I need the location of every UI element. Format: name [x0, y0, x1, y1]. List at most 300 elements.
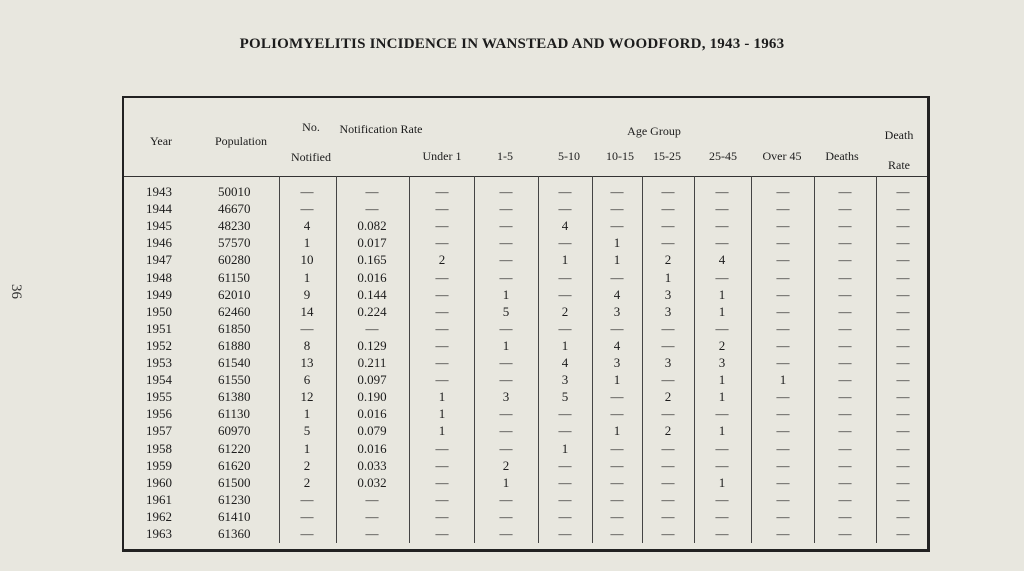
- cell-notification-rate: 0.144: [357, 286, 387, 302]
- cell-year: 1959: [146, 457, 172, 473]
- table-row: [124, 201, 927, 218]
- cell-age-10-15: 3: [613, 303, 621, 319]
- cell-age-10-15: —: [610, 491, 624, 507]
- cell-age-5-10: —: [558, 491, 572, 507]
- page-number: 36: [8, 284, 24, 299]
- cell-age-5-10: —: [558, 508, 572, 524]
- cell-age-1-5: —: [499, 184, 513, 199]
- cell-age-5-10: 5: [561, 389, 569, 405]
- cell-notification-rate: 0.079: [357, 423, 387, 439]
- cell-population: 61380: [218, 389, 251, 405]
- cell-death-rate: —: [896, 389, 910, 405]
- header-10-15: 10-15: [606, 149, 634, 163]
- cell-notification-rate: 0.016: [357, 406, 387, 422]
- cell-notified: —: [300, 508, 314, 524]
- cell-age-5-10: —: [558, 457, 572, 473]
- cell-notification-rate: 0.016: [357, 269, 387, 285]
- cell-age-15-25: —: [661, 526, 675, 541]
- cell-age-5-10: 4: [561, 355, 569, 370]
- cell-deaths: —: [838, 406, 852, 422]
- cell-population: 61850: [218, 320, 251, 336]
- cell-age-15-25: —: [661, 184, 675, 199]
- cell-age-10-15: 1: [613, 235, 621, 251]
- cell-over45: —: [776, 491, 790, 507]
- cell-notified: 6: [303, 372, 311, 388]
- cell-notification-rate: 0.097: [357, 372, 387, 388]
- cell-deaths: —: [838, 286, 852, 302]
- cell-under1: —: [435, 491, 449, 507]
- cell-deaths: —: [838, 457, 852, 473]
- cell-year: 1947: [146, 252, 172, 268]
- table-row: [124, 235, 927, 252]
- cell-age-25-45: —: [715, 526, 729, 541]
- cell-age-15-25: 2: [664, 252, 672, 268]
- cell-age-25-45: 1: [718, 389, 726, 405]
- cell-over45: —: [776, 252, 790, 268]
- cell-age-25-45: —: [715, 201, 729, 217]
- header-deaths: Deaths: [825, 149, 859, 163]
- cell-age-5-10: —: [558, 201, 572, 217]
- cell-deaths: —: [838, 184, 852, 199]
- cell-year: 1952: [146, 337, 172, 353]
- cell-age-1-5: —: [499, 269, 513, 285]
- header-over45: Over 45: [762, 149, 802, 163]
- cell-population: 50010: [218, 184, 251, 199]
- cell-notification-rate: 0.190: [357, 389, 387, 405]
- cell-age-5-10: 3: [561, 372, 569, 388]
- cell-death-rate: —: [896, 218, 910, 234]
- table-row: [124, 406, 927, 423]
- cell-age-15-25: —: [661, 337, 675, 353]
- cell-notified: 12: [300, 389, 314, 405]
- cell-age-10-15: 4: [613, 286, 621, 302]
- cell-age-25-45: —: [715, 508, 729, 524]
- cell-deaths: —: [838, 201, 852, 217]
- cell-age-25-45: —: [715, 269, 729, 285]
- cell-age-15-25: 3: [664, 303, 672, 319]
- cell-death-rate: —: [896, 235, 910, 251]
- cell-age-10-15: 1: [613, 252, 621, 268]
- cell-over45: —: [776, 337, 790, 353]
- cell-age-1-5: —: [499, 508, 513, 524]
- cell-age-5-10: —: [558, 423, 572, 439]
- cell-population: 61220: [218, 440, 251, 456]
- cell-death-rate: —: [896, 184, 910, 199]
- cell-notified: 2: [303, 457, 311, 473]
- cell-year: 1953: [146, 355, 172, 370]
- header-age-group: Age Group: [627, 124, 681, 138]
- cell-year: 1945: [146, 218, 172, 234]
- cell-under1: —: [435, 184, 449, 199]
- cell-notification-rate: —: [365, 184, 379, 199]
- cell-under1: —: [435, 526, 449, 541]
- cell-over45: —: [776, 235, 790, 251]
- cell-population: 61880: [218, 337, 251, 353]
- cell-age-1-5: 2: [502, 457, 510, 473]
- cell-age-1-5: —: [499, 406, 513, 422]
- cell-death-rate: —: [896, 269, 910, 285]
- cell-year: 1946: [146, 235, 172, 251]
- cell-age-15-25: 2: [664, 389, 672, 405]
- cell-age-15-25: —: [661, 457, 675, 473]
- cell-notification-rate: 0.033: [357, 457, 387, 473]
- table-row: [124, 355, 927, 372]
- cell-age-5-10: 4: [561, 218, 569, 234]
- cell-age-1-5: —: [499, 423, 513, 439]
- cell-age-10-15: —: [610, 508, 624, 524]
- cell-year: 1951: [146, 320, 172, 336]
- cell-death-rate: —: [896, 337, 910, 353]
- cell-over45: —: [776, 508, 790, 524]
- cell-age-25-45: 4: [718, 252, 726, 268]
- cell-death-rate: —: [896, 303, 910, 319]
- table-row: [124, 304, 927, 321]
- cell-age-15-25: 3: [664, 286, 672, 302]
- cell-age-25-45: 1: [718, 303, 726, 319]
- cell-age-25-45: 1: [718, 372, 726, 388]
- cell-deaths: —: [838, 320, 852, 336]
- cell-age-15-25: —: [661, 440, 675, 456]
- cell-age-5-10: —: [558, 235, 572, 251]
- cell-over45: —: [776, 526, 790, 541]
- cell-population: 61620: [218, 457, 251, 473]
- cell-age-15-25: —: [661, 508, 675, 524]
- cell-year: 1944: [146, 201, 172, 217]
- cell-notified: 10: [300, 252, 314, 268]
- cell-notification-rate: 0.224: [357, 303, 387, 319]
- cell-age-1-5: —: [499, 491, 513, 507]
- cell-age-1-5: 1: [502, 474, 510, 490]
- cell-age-10-15: 1: [613, 372, 621, 388]
- cell-notified: 5: [303, 423, 311, 439]
- cell-death-rate: —: [896, 423, 910, 439]
- header-year: Year: [149, 134, 173, 148]
- cell-death-rate: —: [896, 440, 910, 456]
- table-row: [124, 475, 927, 492]
- cell-age-15-25: —: [661, 406, 675, 422]
- cell-under1: 2: [438, 252, 446, 268]
- cell-under1: 1: [438, 406, 446, 422]
- cell-age-25-45: —: [715, 491, 729, 507]
- cell-death-rate: —: [896, 355, 910, 370]
- cell-under1: 1: [438, 389, 446, 405]
- cell-population: 61500: [218, 474, 251, 490]
- cell-under1: —: [435, 337, 449, 353]
- cell-over45: —: [776, 201, 790, 217]
- cell-age-25-45: 3: [718, 355, 726, 370]
- cell-year: 1956: [146, 406, 172, 422]
- cell-age-5-10: —: [558, 286, 572, 302]
- cell-year: 1963: [146, 526, 172, 541]
- cell-age-1-5: 5: [502, 303, 510, 319]
- cell-death-rate: —: [896, 406, 910, 422]
- cell-over45: —: [776, 423, 790, 439]
- cell-over45: —: [776, 355, 790, 370]
- cell-death-rate: —: [896, 286, 910, 302]
- table-row: [124, 252, 927, 269]
- header-25-45: 25-45: [709, 149, 737, 163]
- cell-notified: —: [300, 320, 314, 336]
- cell-under1: —: [435, 355, 449, 370]
- cell-age-5-10: 2: [561, 303, 569, 319]
- cell-notified: 9: [303, 286, 311, 302]
- cell-population: 62460: [218, 303, 251, 319]
- cell-age-10-15: —: [610, 218, 624, 234]
- table-row: [124, 270, 927, 287]
- cell-deaths: —: [838, 526, 852, 541]
- header-notification-rate: Notification Rate: [339, 122, 423, 136]
- cell-age-25-45: —: [715, 320, 729, 336]
- cell-under1: —: [435, 372, 449, 388]
- table-row: [124, 458, 927, 475]
- cell-under1: —: [435, 320, 449, 336]
- cell-age-15-25: 3: [664, 355, 672, 370]
- cell-under1: —: [435, 201, 449, 217]
- cell-population: 60970: [218, 423, 251, 439]
- cell-year: 1949: [146, 286, 172, 302]
- cell-under1: —: [435, 286, 449, 302]
- table-row: [124, 321, 927, 338]
- cell-notified: 1: [303, 440, 311, 456]
- cell-under1: —: [435, 457, 449, 473]
- cell-population: 61130: [218, 406, 251, 422]
- cell-deaths: —: [838, 235, 852, 251]
- cell-deaths: —: [838, 218, 852, 234]
- cell-age-15-25: —: [661, 218, 675, 234]
- cell-over45: —: [776, 389, 790, 405]
- cell-age-5-10: —: [558, 320, 572, 336]
- header-notified: Notified: [291, 150, 331, 164]
- cell-age-10-15: —: [610, 269, 624, 285]
- table-row: [124, 338, 927, 355]
- cell-population: 61230: [218, 491, 251, 507]
- cell-age-1-5: —: [499, 355, 513, 370]
- cell-notified: 1: [303, 406, 311, 422]
- cell-age-10-15: —: [610, 457, 624, 473]
- cell-under1: —: [435, 440, 449, 456]
- cell-death-rate: —: [896, 372, 910, 388]
- cell-over45: —: [776, 440, 790, 456]
- cell-age-10-15: —: [610, 201, 624, 217]
- cell-notification-rate: —: [365, 201, 379, 217]
- cell-over45: —: [776, 184, 790, 199]
- cell-notification-rate: 0.165: [357, 252, 387, 268]
- cell-notification-rate: —: [365, 320, 379, 336]
- cell-death-rate: —: [896, 201, 910, 217]
- cell-age-1-5: —: [499, 235, 513, 251]
- cell-year: 1948: [146, 269, 172, 285]
- cell-over45: —: [776, 269, 790, 285]
- cell-notification-rate: —: [365, 526, 379, 541]
- header-death-rate: Death Rate: [884, 128, 914, 172]
- table-row: [124, 509, 927, 526]
- cell-death-rate: —: [896, 474, 910, 490]
- cell-notified: 1: [303, 235, 311, 251]
- cell-year: 1958: [146, 440, 172, 456]
- cell-population: 57570: [218, 235, 251, 251]
- cell-notified: 1: [303, 269, 311, 285]
- cell-under1: —: [435, 474, 449, 490]
- cell-age-15-25: 1: [664, 269, 672, 285]
- cell-year: 1954: [146, 372, 172, 388]
- cell-age-15-25: —: [661, 474, 675, 490]
- cell-death-rate: —: [896, 320, 910, 336]
- cell-age-25-45: 2: [718, 337, 726, 353]
- cell-notified: —: [300, 201, 314, 217]
- cell-over45: —: [776, 218, 790, 234]
- cell-age-10-15: —: [610, 320, 624, 336]
- cell-over45: —: [776, 457, 790, 473]
- table-row: [124, 441, 927, 458]
- cell-over45: —: [776, 320, 790, 336]
- header-15-25: 15-25: [653, 149, 681, 163]
- cell-year: 1943: [146, 184, 172, 199]
- cell-age-1-5: —: [499, 372, 513, 388]
- cell-over45: —: [776, 406, 790, 422]
- cell-population: 61360: [218, 526, 251, 541]
- cell-age-25-45: —: [715, 406, 729, 422]
- cell-population: 48230: [218, 218, 251, 234]
- cell-age-1-5: 1: [502, 286, 510, 302]
- cell-year: 1962: [146, 508, 172, 524]
- cell-age-25-45: 1: [718, 286, 726, 302]
- cell-under1: 1: [438, 423, 446, 439]
- cell-notification-rate: 0.016: [357, 440, 387, 456]
- cell-age-5-10: —: [558, 526, 572, 541]
- cell-age-1-5: —: [499, 218, 513, 234]
- cell-death-rate: —: [896, 508, 910, 524]
- cell-notified: 2: [303, 474, 311, 490]
- cell-deaths: —: [838, 355, 852, 370]
- cell-over45: 1: [779, 372, 787, 388]
- cell-over45: —: [776, 286, 790, 302]
- cell-deaths: —: [838, 508, 852, 524]
- cell-death-rate: —: [896, 252, 910, 268]
- cell-age-10-15: —: [610, 474, 624, 490]
- cell-over45: —: [776, 474, 790, 490]
- cell-age-5-10: —: [558, 184, 572, 199]
- cell-death-rate: —: [896, 526, 910, 541]
- cell-age-15-25: 2: [664, 423, 672, 439]
- cell-notified: 4: [303, 218, 311, 234]
- cell-age-5-10: —: [558, 406, 572, 422]
- cell-notified: 13: [300, 355, 314, 370]
- cell-population: 60280: [218, 252, 251, 268]
- table-row: [124, 184, 927, 201]
- table-row: [124, 218, 927, 235]
- header-1-5: 1-5: [497, 149, 513, 163]
- header-divider: [124, 176, 927, 177]
- cell-age-25-45: 1: [718, 423, 726, 439]
- cell-notified: —: [300, 526, 314, 541]
- cell-age-10-15: —: [610, 526, 624, 541]
- cell-age-10-15: 4: [613, 337, 621, 353]
- cell-deaths: —: [838, 337, 852, 353]
- header-under1: Under 1: [422, 149, 462, 163]
- cell-population: 61150: [218, 269, 251, 285]
- cell-notified: 14: [300, 303, 314, 319]
- cell-age-15-25: —: [661, 235, 675, 251]
- cell-population: 61540: [218, 355, 251, 370]
- cell-deaths: —: [838, 423, 852, 439]
- cell-age-15-25: —: [661, 201, 675, 217]
- table-row: [124, 526, 927, 543]
- table-row: [124, 389, 927, 406]
- cell-under1: —: [435, 235, 449, 251]
- cell-deaths: —: [838, 440, 852, 456]
- cell-notification-rate: —: [365, 491, 379, 507]
- cell-notification-rate: —: [365, 508, 379, 524]
- cell-age-10-15: 1: [613, 423, 621, 439]
- cell-population: 61410: [218, 508, 251, 524]
- table-row: [124, 287, 927, 304]
- cell-notification-rate: 0.129: [357, 337, 387, 353]
- cell-age-5-10: —: [558, 474, 572, 490]
- cell-deaths: —: [838, 491, 852, 507]
- cell-age-1-5: —: [499, 440, 513, 456]
- cell-deaths: —: [838, 372, 852, 388]
- cell-deaths: —: [838, 252, 852, 268]
- cell-age-25-45: —: [715, 184, 729, 199]
- table-row: [124, 492, 927, 509]
- cell-population: 62010: [218, 286, 251, 302]
- cell-deaths: —: [838, 389, 852, 405]
- cell-age-1-5: —: [499, 526, 513, 541]
- cell-age-5-10: 1: [561, 440, 569, 456]
- cell-age-10-15: —: [610, 440, 624, 456]
- table-row: [124, 372, 927, 389]
- cell-under1: —: [435, 303, 449, 319]
- header-5-10: 5-10: [558, 149, 580, 163]
- table-row: [124, 423, 927, 440]
- cell-age-25-45: —: [715, 235, 729, 251]
- table-title: POLIOMYELITIS INCIDENCE IN WANSTEAD AND WOODFORD, 1943 - 1963: [239, 36, 785, 52]
- cell-age-25-45: —: [715, 440, 729, 456]
- cell-age-5-10: —: [558, 269, 572, 285]
- header-population: Population: [214, 134, 267, 148]
- cell-notification-rate: 0.082: [357, 218, 387, 234]
- cell-death-rate: —: [896, 457, 910, 473]
- cell-age-15-25: —: [661, 320, 675, 336]
- cell-year: 1960: [146, 474, 172, 490]
- cell-over45: —: [776, 303, 790, 319]
- cell-notification-rate: 0.032: [357, 474, 387, 490]
- cell-age-15-25: —: [661, 491, 675, 507]
- cell-notification-rate: 0.211: [357, 355, 387, 370]
- cell-deaths: —: [838, 474, 852, 490]
- cell-age-1-5: 1: [502, 337, 510, 353]
- cell-year: 1961: [146, 491, 172, 507]
- cell-under1: —: [435, 508, 449, 524]
- cell-deaths: —: [838, 303, 852, 319]
- cell-age-25-45: —: [715, 218, 729, 234]
- cell-notified: 8: [303, 337, 311, 353]
- cell-notified: —: [300, 184, 314, 199]
- cell-deaths: —: [838, 269, 852, 285]
- cell-age-10-15: 3: [613, 355, 621, 370]
- cell-age-1-5: —: [499, 320, 513, 336]
- cell-population: 46670: [218, 201, 251, 217]
- cell-year: 1955: [146, 389, 172, 405]
- cell-year: 1950: [146, 303, 172, 319]
- cell-age-10-15: —: [610, 406, 624, 422]
- cell-age-5-10: 1: [561, 252, 569, 268]
- cell-age-25-45: 1: [718, 474, 726, 490]
- cell-population: 61550: [218, 372, 251, 388]
- cell-under1: —: [435, 218, 449, 234]
- cell-age-1-5: —: [499, 201, 513, 217]
- cell-under1: —: [435, 269, 449, 285]
